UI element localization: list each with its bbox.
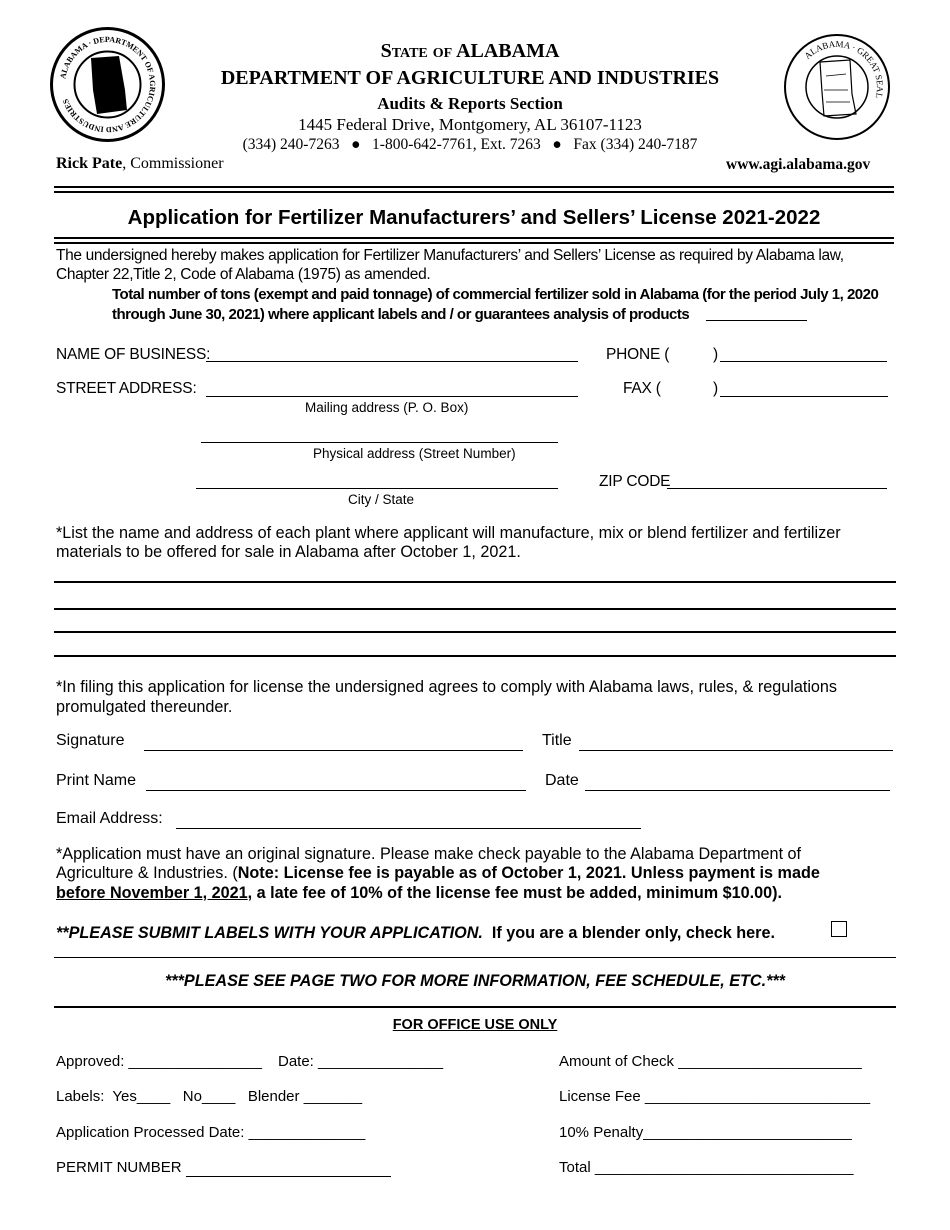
late-fee-deadline: before November 1, 2021	[56, 884, 248, 902]
intro-line-2: Chapter 22,Title 2, Code of Alabama (1975) as amended.	[56, 266, 431, 283]
state-name: State of ALABAMA	[380, 40, 560, 62]
fax-label: FAX (	[623, 380, 661, 397]
zip-code-input[interactable]	[667, 488, 887, 489]
office-approved: Approved: ________________	[56, 1053, 263, 1070]
title-label: Title	[542, 732, 572, 749]
intro-line-1: The undersigned hereby makes application for Fertilizer Manufacturers’ and Sellers’ License as required by Alabama law,	[56, 247, 844, 264]
plant-entry-line[interactable]	[54, 631, 896, 633]
agreement-line-2: promulgated thereunder.	[56, 698, 233, 716]
submit-labels-notice	[56, 924, 775, 943]
street-address-label: STREET ADDRESS:	[56, 380, 197, 397]
section-name: Audits & Reports Section	[377, 94, 563, 113]
office-permit-number-input[interactable]	[186, 1176, 391, 1177]
name-of-business-input[interactable]	[206, 361, 578, 362]
office-processed-date: Application Processed Date: ______________	[56, 1124, 366, 1141]
commissioner-title: , Commissioner	[122, 155, 224, 172]
note-keyword: Note	[237, 864, 274, 882]
print-name-label: Print Name	[56, 772, 137, 789]
fax-close-paren: )	[713, 380, 718, 397]
note-line-1: *Application must have an original signature. Please make check payable to the Alabama Department of	[56, 845, 802, 863]
right-great-seal	[784, 34, 890, 140]
mailing-address-input[interactable]	[206, 396, 578, 397]
date-input[interactable]	[585, 790, 890, 791]
name-of-business-label: NAME OF BUSINESS:	[56, 346, 211, 363]
city-state-caption: City / State	[348, 492, 415, 507]
office-amount-of-check: Amount of Check ______________________	[559, 1053, 862, 1070]
svg-text:ALABAMA · GREAT SEAL: ALABAMA · GREAT SEAL	[802, 38, 886, 100]
commissioner	[56, 155, 224, 173]
city-state-input[interactable]	[196, 488, 558, 489]
plants-instruction-line-1: *List the name and address of each plant where applicant will manufacture, mix or blend fertilizer and fertilizer	[56, 524, 841, 542]
zip-code-label: ZIP CODE	[599, 473, 671, 490]
office-labels: Labels: Yes____ No____ Blender _______	[56, 1088, 363, 1105]
office-date: Date: _______________	[278, 1053, 444, 1070]
plant-entry-line[interactable]	[54, 581, 896, 583]
note-line-2	[56, 864, 820, 883]
title-divider-top	[54, 237, 894, 239]
submit-labels-text: **PLEASE SUBMIT LABELS WITH YOUR APPLICATION.	[56, 924, 483, 942]
form-title: Application for Fertilizer Manufacturers’ and Sellers’ License 2021-2022	[127, 206, 821, 229]
svg-text:ALABAMA · DEPARTMENT OF AGRICU: ALABAMA · DEPARTMENT OF AGRICULTURE AND INDUSTRIES	[58, 34, 158, 135]
mailing-address-caption: Mailing address (P. O. Box)	[305, 400, 469, 415]
phone-label: PHONE (	[606, 346, 670, 363]
office-use-heading: FOR OFFICE USE ONLY	[392, 1017, 558, 1033]
tonnage-line-1: Total number of tons (exempt and paid tonnage) of commercial fertilizer sold in Alabama (for the period July 1, 2020	[112, 286, 879, 303]
email-label: Email Address:	[56, 810, 163, 827]
physical-address-caption: Physical address (Street Number)	[313, 446, 516, 461]
department-phones: (334) 240-7263 ● 1-800-642-7761, Ext. 7263 ● Fax (334) 240-7187	[242, 136, 698, 153]
agreement-line-1: *In filing this application for license the undersigned agrees to comply with Alabama laws, rules, & regulations	[56, 678, 838, 696]
date-label: Date	[545, 772, 579, 789]
plants-instruction-line-2: materials to be offered for sale in Alabama after October 1, 2021.	[56, 543, 521, 561]
office-permit-number-label: PERMIT NUMBER	[56, 1159, 182, 1176]
commissioner-name: Rick Pate	[56, 155, 123, 172]
fax-input[interactable]	[720, 396, 888, 397]
print-name-input[interactable]	[146, 790, 526, 791]
office-divider	[54, 1006, 896, 1008]
department-address: 1445 Federal Drive, Montgomery, AL 36107-1123	[298, 115, 642, 134]
note-line-3	[56, 884, 782, 903]
late-fee-text: , a late fee of 10% of the license fee must be added, minimum $10.00).	[247, 884, 783, 902]
blender-only-text: If you are a blender only, check here.	[491, 924, 775, 942]
tonnage-input[interactable]	[706, 320, 807, 321]
blender-only-checkbox[interactable]	[831, 921, 847, 937]
plant-entry-line[interactable]	[54, 608, 896, 610]
physical-address-input[interactable]	[201, 442, 558, 443]
header-divider-top	[54, 186, 894, 188]
note-line-2-start: Agriculture & Industries. (	[56, 864, 238, 882]
section-divider	[54, 957, 896, 958]
tonnage-line-2: through June 30, 2021) where applicant labels and / or guarantees analysis of products	[112, 306, 690, 323]
office-penalty: 10% Penalty_________________________	[559, 1124, 852, 1141]
email-input[interactable]	[176, 828, 641, 829]
page-two-notice: ***PLEASE SEE PAGE TWO FOR MORE INFORMATION, FEE SCHEDULE, ETC.***	[165, 972, 785, 990]
website-link[interactable]: www.agi.alabama.gov	[726, 156, 871, 173]
signature-input[interactable]	[144, 750, 523, 751]
note-line-2-end: : License fee is payable as of October 1, 2021. Unless payment is made	[273, 864, 820, 882]
department-name: DEPARTMENT OF AGRICULTURE AND INDUSTRIES	[220, 67, 720, 89]
title-divider-bottom	[54, 242, 894, 244]
office-total: Total _______________________________	[559, 1159, 854, 1176]
phone-close-paren: )	[713, 346, 718, 363]
office-license-fee: License Fee ___________________________	[559, 1088, 871, 1105]
header-divider-bottom	[54, 191, 894, 193]
signature-label: Signature	[56, 732, 125, 749]
title-input[interactable]	[579, 750, 893, 751]
phone-input[interactable]	[720, 361, 887, 362]
left-department-seal	[50, 27, 165, 142]
plant-entry-line[interactable]	[54, 655, 896, 657]
